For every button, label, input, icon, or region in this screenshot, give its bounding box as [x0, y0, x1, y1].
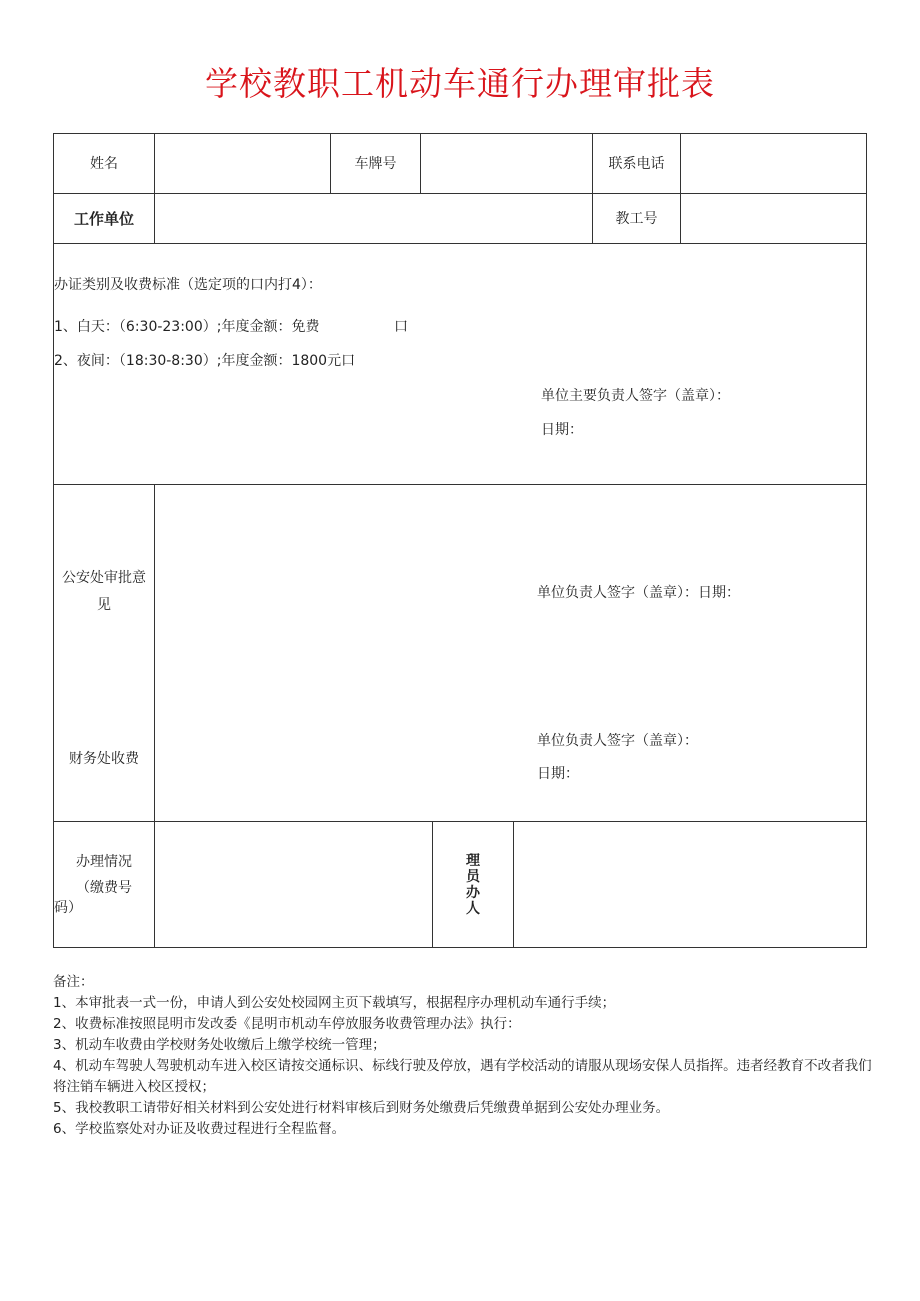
staff-no-field[interactable] — [681, 194, 866, 243]
plate-field[interactable] — [421, 135, 592, 192]
row-divider — [54, 243, 866, 244]
note-item: 1、本审批表一式一份，申请人到公安处校园网主页下载填写，根据程序办理机动车通行手续； — [53, 995, 616, 1011]
handler-field[interactable] — [514, 822, 866, 948]
handling-field[interactable] — [155, 822, 432, 948]
approval-form-table — [53, 133, 867, 948]
note-item: 6、学校监察处对办证及收费过程进行全程监督。 — [53, 1121, 346, 1137]
option-night: 2、夜间：（18:30-8:30）;年度金额：1800元口 — [54, 353, 356, 369]
finance-signature-label: 单位负责人签字（盖章）： — [537, 733, 698, 749]
category-date-label: 日期： — [541, 422, 583, 438]
handling-label-line1: 办理情况 — [76, 854, 132, 870]
unit-label: 工作单位 — [73, 210, 134, 228]
handling-label-line2: （缴费号 — [76, 880, 132, 896]
notes-section — [53, 972, 873, 1140]
row-divider — [54, 484, 866, 485]
name-field[interactable] — [155, 135, 330, 192]
name-label: 姓名 — [90, 156, 118, 172]
note-item: 4、机动车驾驶人驾驶机动车进入校区请按交通标识、标线行驶及停放，遇有学校活动的请服从现场安保人员指挥。违者经教育不改者我们将注销车辆进入校区授权； — [53, 1058, 872, 1095]
handler-label: 理员办人 — [466, 853, 480, 917]
note-item: 5、我校教职工请带好相关材料到公安处进行材料审核后到财务处缴费后凭缴费单据到公安处办理业务。 — [53, 1100, 670, 1116]
note-item: 2、收费标准按照昆明市发改委《昆明市机动车停放服务收费管理办法》执行： — [53, 1016, 521, 1032]
notes-heading: 备注： — [53, 974, 94, 990]
category-heading: 办证类别及收费标准（选定项的口内打4）： — [54, 277, 322, 293]
col-divider — [432, 821, 433, 948]
staff-no-label: 教工号 — [615, 211, 658, 227]
note-item: 3、机动车收费由学校财务处收缴后上缴学校统一管理； — [53, 1037, 386, 1053]
option-daytime-checkbox[interactable]: 口 — [394, 319, 408, 335]
security-label-line2: 见 — [97, 597, 111, 613]
finance-label: 财务处收费 — [69, 751, 139, 767]
unit-field[interactable] — [155, 194, 592, 243]
option-daytime: 1、白天：（6:30-23:00）;年度金额：免费 — [54, 319, 320, 335]
phone-field[interactable] — [681, 135, 866, 192]
unit-head-signature-label: 单位主要负责人签字（盖章）： — [541, 388, 730, 404]
finance-date-label: 日期： — [537, 766, 579, 782]
plate-label: 车牌号 — [354, 156, 397, 172]
handling-label-line3: 码） — [54, 900, 82, 916]
security-signature-date-label: 单位负责人签字（盖章）：日期： — [537, 585, 740, 601]
security-label-line1: 公安处审批意 — [62, 570, 146, 586]
phone-label: 联系电话 — [608, 156, 665, 172]
form-title: 学校教职工机动车通行办理审批表 — [205, 64, 715, 103]
